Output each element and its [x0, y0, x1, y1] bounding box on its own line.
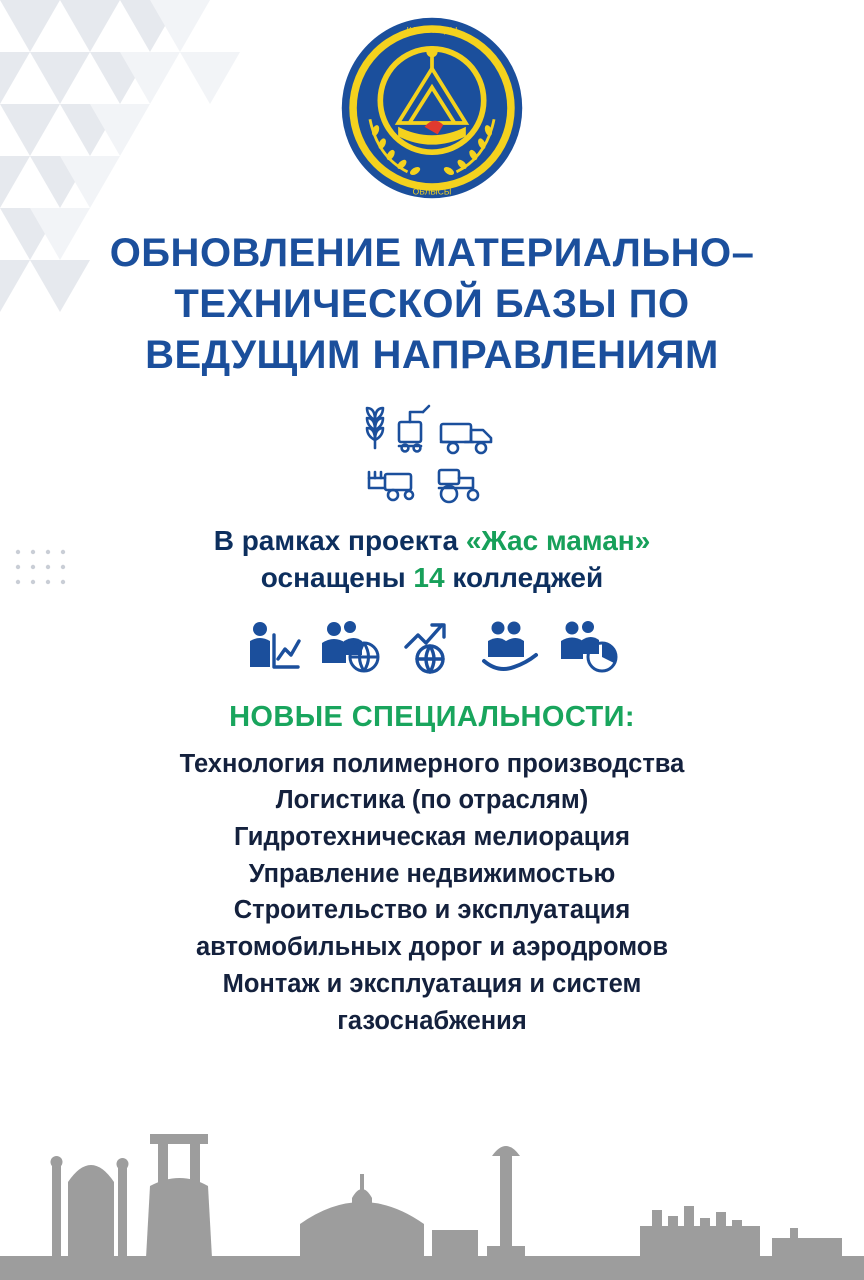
- city-skyline-silhouette: [0, 1070, 864, 1280]
- project-name: «Жас маман»: [465, 524, 651, 556]
- subtitle-line2-suffix: колледжей: [444, 562, 604, 594]
- list-item: Строительство и эксплуатация: [233, 896, 631, 925]
- people-globe-icon: [320, 619, 382, 675]
- subtitle-line-2: [102, 559, 762, 597]
- emblem-top-text: ҚАРАҒАНДЫ: [406, 24, 458, 35]
- agro-icon-row: [0, 400, 864, 508]
- people-hand-icon: [480, 619, 540, 675]
- emblem-bottom-text: ОБЛЫСЫ: [412, 186, 452, 197]
- growth-globe-icon: [400, 619, 462, 675]
- emblem-container: [0, 0, 864, 202]
- list-item: Гидротехническая мелиорация: [233, 823, 631, 852]
- wheat-icon: [367, 408, 383, 448]
- karaganda-region-emblem-icon: [338, 14, 526, 202]
- sprayer-icon: [399, 406, 429, 451]
- specialties-list: [72, 746, 792, 1040]
- list-item: Технология полимерного производства: [179, 749, 685, 778]
- list-item: Логистика (по отраслям): [275, 786, 589, 815]
- subtitle-line1-text: В рамках проекта: [213, 524, 466, 556]
- list-item: газоснабжения: [337, 1006, 527, 1035]
- truck-icon: [441, 424, 491, 453]
- list-item: автомобильных дорог и аэродромов: [195, 933, 668, 962]
- project-subtitle: [102, 522, 762, 597]
- combine-harvester-icon: [369, 472, 413, 500]
- tractor-icon: [439, 470, 478, 502]
- page-title: ОБНОВЛЕНИЕ МАТЕРИАЛЬНО–ТЕХНИЧЕСКОЙ БАЗЫ ПО ВЕДУЩИМ НАПРАВЛЕНИЯМ: [109, 231, 755, 378]
- colleges-count: 14: [413, 562, 445, 594]
- chart-person-icon: [244, 619, 302, 675]
- list-item: Монтаж и эксплуатация и систем: [222, 969, 642, 998]
- people-icon-row: [0, 619, 864, 675]
- people-pie-icon: [558, 619, 620, 675]
- new-specialties-heading: НОВЫЕ СПЕЦИАЛЬНОСТИ:: [229, 700, 635, 733]
- list-item: Управление недвижимостью: [248, 859, 616, 888]
- subtitle-line2-text: оснащены: [260, 562, 414, 594]
- subtitle-line-1: [102, 522, 762, 560]
